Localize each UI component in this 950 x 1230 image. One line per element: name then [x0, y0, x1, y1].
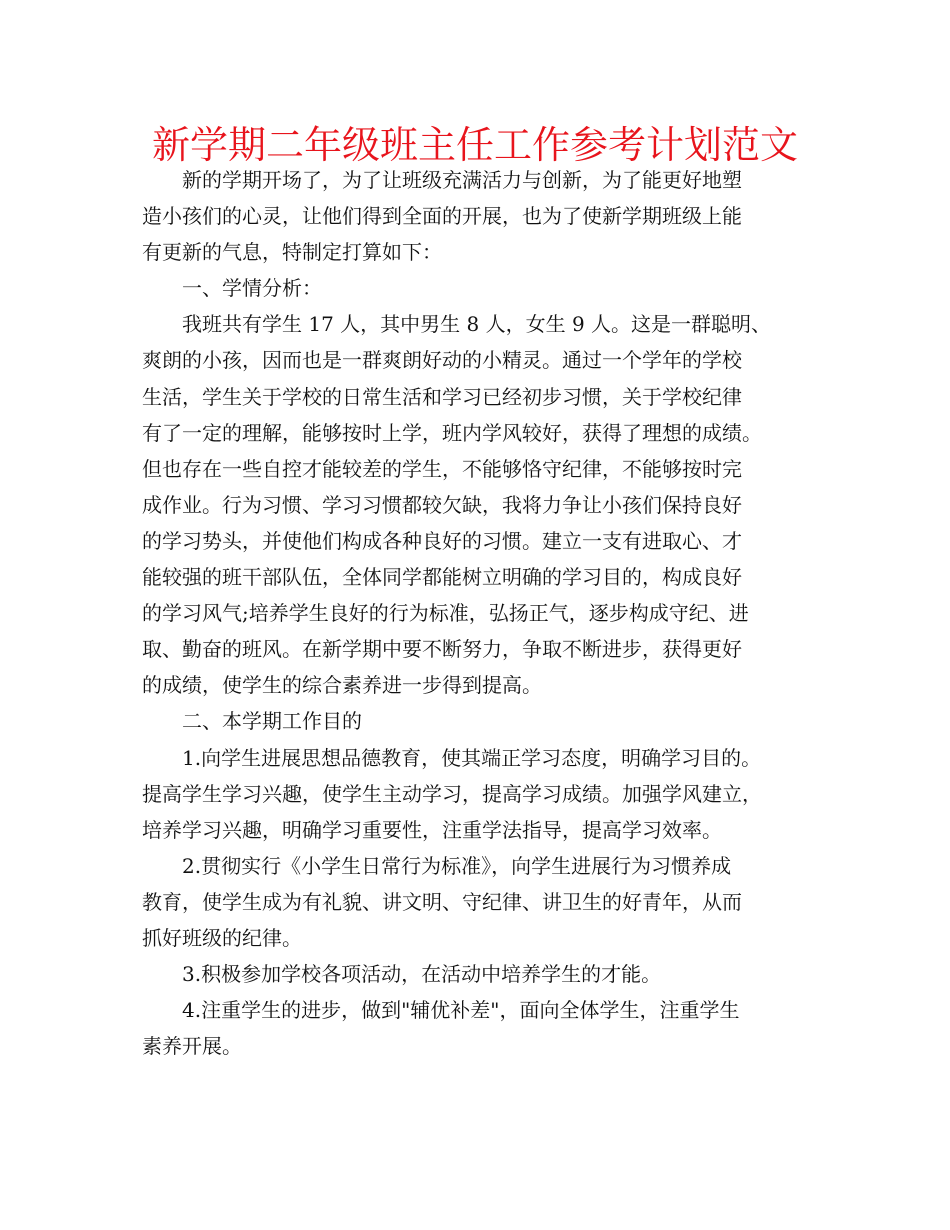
list-item-line: 1.向学生进展思想品德教育，使其端正学习态度，明确学习目的。: [182, 745, 762, 770]
paragraph-line: 能较强的班干部队伍，全体同学都能树立明确的学习目的，构成良好: [142, 565, 742, 590]
paragraph-line: 造小孩们的心灵，让他们得到全面的开展，也为了使新学期班级上能: [142, 204, 742, 229]
document-title: 新学期二年级班主任工作参考计划范文: [151, 123, 798, 167]
section-heading: 一、学情分析：: [182, 276, 322, 301]
list-item-line: 素养开展。: [142, 1034, 242, 1059]
list-item-line: 4.注重学生的进步，做到"辅优补差"，面向全体学生，注重学生: [182, 998, 740, 1023]
paragraph-line: 有更新的气息，特制定打算如下：: [142, 240, 442, 265]
paragraph-line: 爽朗的小孩，因而也是一群爽朗好动的小精灵。通过一个学年的学校: [142, 348, 742, 373]
paragraph-line: 新的学期开场了，为了让班级充满活力与创新，为了能更好地塑: [182, 168, 742, 192]
paragraph-line: 生活，学生关于学校的日常生活和学习已经初步习惯，关于学校纪律: [142, 384, 742, 409]
paragraph-line: 有了一定的理解，能够按时上学，班内学风较好，获得了理想的成绩。: [142, 420, 762, 445]
paragraph-line: 但也存在一些自控才能较差的学生，不能够恪守纪律，不能够按时完: [142, 456, 742, 481]
list-item-line: 教育，使学生成为有礼貌、讲文明、守纪律、讲卫生的好青年，从而: [142, 889, 742, 914]
list-item-line: 2.贯彻实行《小学生日常行为标准》，向学生进展行为习惯养成: [182, 853, 732, 878]
paragraph-line: 成作业。行为习惯、学习习惯都较欠缺，我将力争让小孩们保持良好: [142, 492, 742, 517]
list-item-line: 提高学生学习兴趣，使学生主动学习，提高学习成绩。加强学风建立，: [142, 781, 762, 806]
paragraph-line: 的学习风气;培养学生良好的行为标准，弘扬正气，逐步构成守纪、进: [142, 601, 749, 626]
list-item-line: 培养学习兴趣，明确学习重要性，注重学法指导，提高学习效率。: [142, 817, 722, 842]
paragraph-line: 的学习势头，并使他们构成各种良好的习惯。建立一支有进取心、才: [142, 528, 742, 553]
section-heading: 二、本学期工作目的: [182, 709, 362, 734]
list-item-line: 抓好班级的纪律。: [142, 925, 302, 950]
paragraph-line: 的成绩，使学生的综合素养进一步得到提高。: [142, 673, 542, 698]
list-item-line: 3.积极参加学校各项活动，在活动中培养学生的才能。: [182, 962, 662, 987]
paragraph-line: 取、勤奋的班风。在新学期中要不断努力，争取不断进步，获得更好: [142, 637, 742, 662]
document-body: [142, 162, 812, 1064]
paragraph-line: 我班共有学生 17 人，其中男生 8 人，女生 9 人。这是一群聪明、: [182, 312, 772, 337]
